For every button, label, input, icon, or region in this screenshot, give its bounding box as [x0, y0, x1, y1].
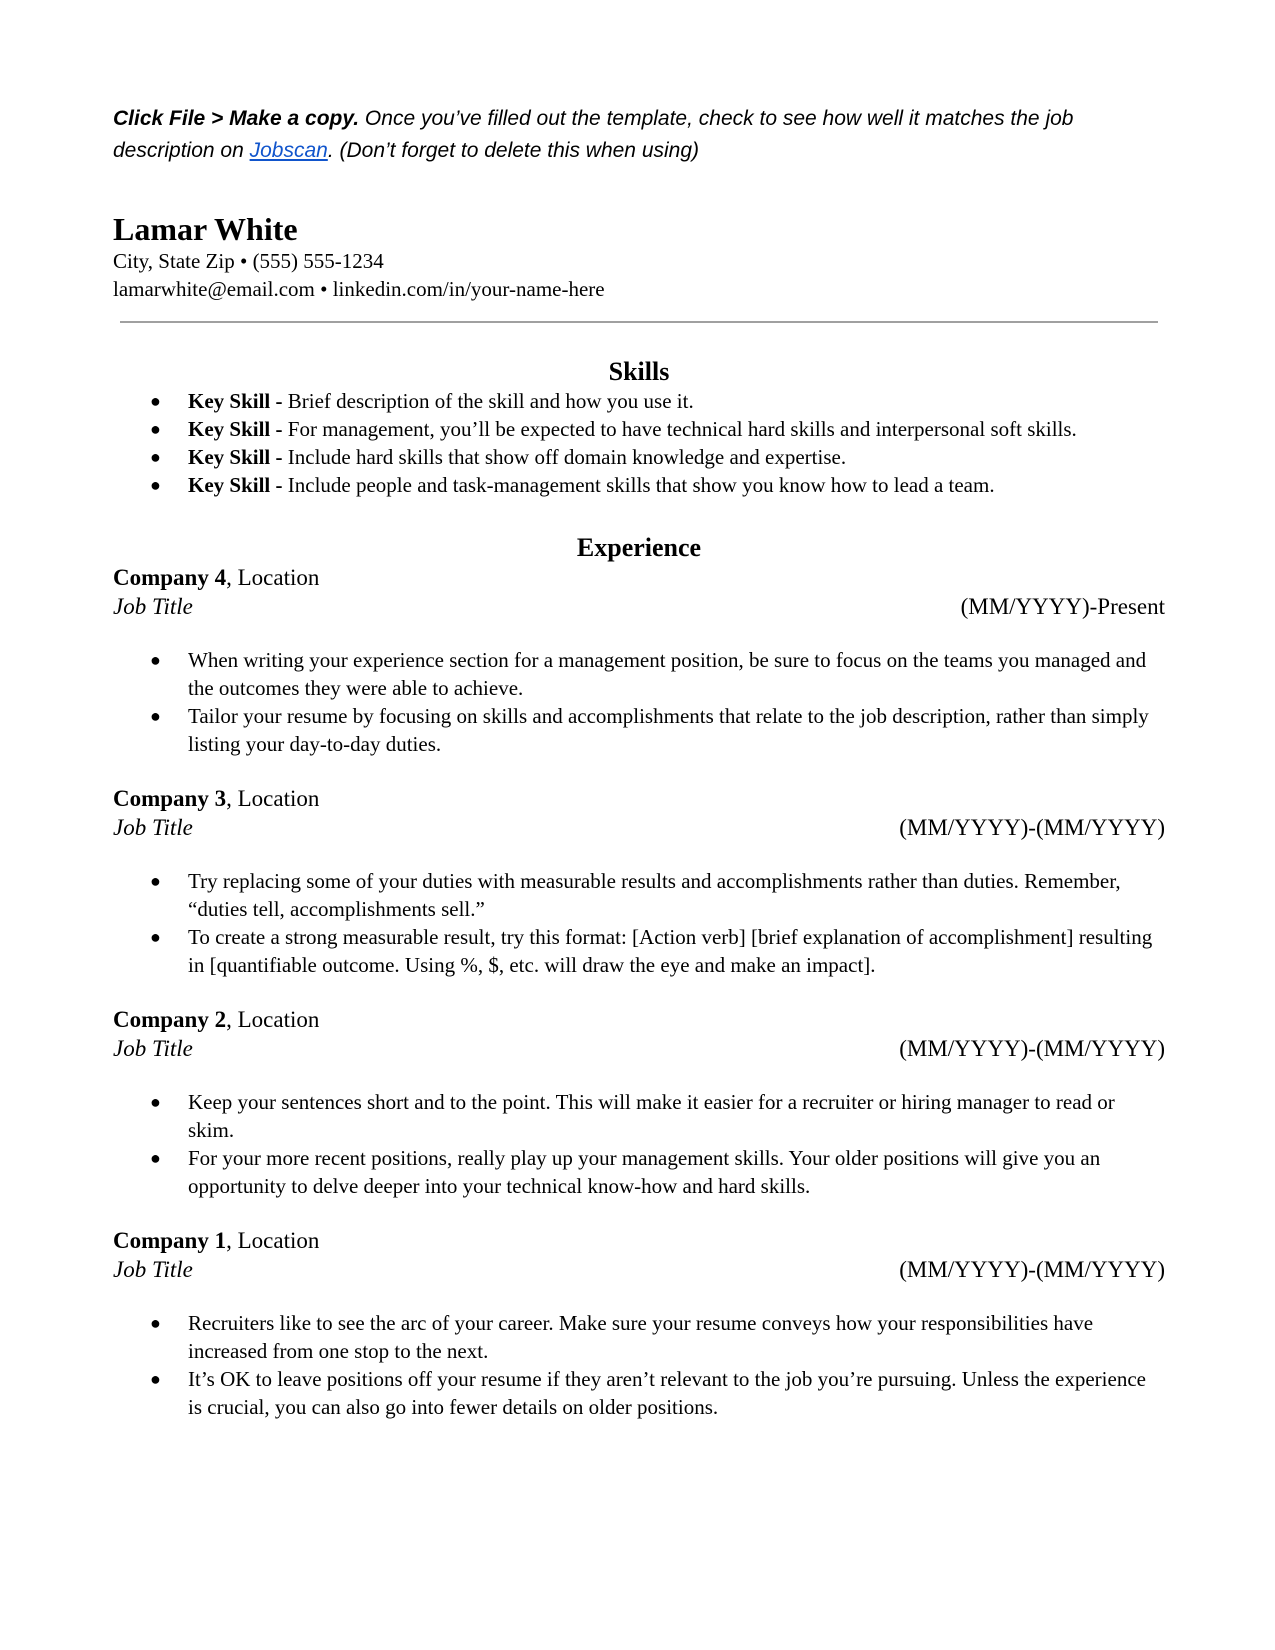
company-line	[113, 1226, 1165, 1255]
job-title-row	[113, 1255, 1165, 1284]
bullet-icon: ●	[150, 447, 161, 467]
company-location: , Location	[226, 786, 320, 811]
company-location: , Location	[226, 565, 320, 590]
company-location: , Location	[226, 1007, 320, 1032]
skills-list	[113, 387, 1165, 499]
company-location: , Location	[226, 1228, 320, 1253]
bullet-icon: ●	[150, 871, 161, 891]
skill-description: For management, you’ll be expected to have technical hard skills and interpersonal soft skills.	[282, 417, 1077, 441]
skill-description: Include hard skills that show off domain knowledge and expertise.	[282, 445, 847, 469]
job-title-row	[113, 1034, 1165, 1063]
company-name: Company 3	[113, 786, 227, 811]
candidate-name: Lamar White	[113, 211, 298, 247]
job-bullet	[113, 1144, 1165, 1200]
instructions-text: Once you’ve filled out the template, check to see how well it matches the job description on	[113, 107, 1074, 162]
template-instructions	[113, 103, 1165, 167]
job-bullets	[113, 646, 1165, 758]
job-dates: (MM/YYYY)-Present	[960, 594, 1165, 619]
jobscan-link[interactable]: Jobscan	[249, 139, 328, 162]
instructions-text-end: . (Don’t forget to delete this when using)	[327, 139, 700, 162]
skill-item	[113, 387, 1165, 415]
company-line	[113, 563, 1165, 592]
skill-item	[113, 471, 1165, 499]
bullet-icon: ●	[150, 706, 161, 726]
header-divider	[120, 321, 1158, 323]
bullet-icon: ●	[150, 419, 161, 439]
resume-page	[113, 103, 1165, 1421]
experience-entry	[113, 563, 1165, 758]
job-dates: (MM/YYYY)-(MM/YYYY)	[899, 1257, 1165, 1282]
skill-label: Key Skill -	[188, 445, 283, 469]
job-bullet-text: Keep your sentences short and to the point. This will make it easier for a recruiter or hiring manager to read or skim.	[188, 1090, 1115, 1142]
company-line	[113, 1005, 1165, 1034]
instructions-bold: Click File > Make a copy.	[113, 107, 360, 130]
job-bullets	[113, 1309, 1165, 1421]
job-bullet-text: To create a strong measurable result, try this format: [Action verb] [brief explanation of accomplishment] resulting in [quantifiable outcome. Using %, $, etc. will draw the eye and make an impact].	[188, 925, 1153, 977]
job-bullet	[113, 646, 1165, 702]
job-dates: (MM/YYYY)-(MM/YYYY)	[899, 815, 1165, 840]
experience-heading: Experience	[576, 533, 702, 562]
bullet-icon: ●	[150, 650, 161, 670]
bullet-icon: ●	[150, 1092, 161, 1112]
job-bullet	[113, 1088, 1165, 1144]
job-title: Job Title	[113, 1257, 193, 1282]
job-title-row	[113, 813, 1165, 842]
experience-entry	[113, 1005, 1165, 1200]
job-bullets	[113, 867, 1165, 979]
job-bullet	[113, 702, 1165, 758]
job-bullet	[113, 1309, 1165, 1365]
job-bullet	[113, 1365, 1165, 1421]
experience-entry	[113, 1226, 1165, 1421]
skill-item	[113, 415, 1165, 443]
bullet-icon: ●	[150, 1313, 161, 1333]
job-bullet-text: It’s OK to leave positions off your resume if they aren’t relevant to the job you’re pursuing. Unless the experience is crucial, you can also go into fewer details on older positions.	[188, 1367, 1146, 1419]
contact-line-location-phone: City, State Zip • (555) 555-1234	[113, 249, 384, 273]
job-bullet	[113, 867, 1165, 923]
job-dates: (MM/YYYY)-(MM/YYYY)	[899, 1036, 1165, 1061]
bullet-icon: ●	[150, 475, 161, 495]
skill-item	[113, 443, 1165, 471]
skill-description: Include people and task-management skills that show you know how to lead a team.	[282, 473, 995, 497]
contact-line-email-linkedin: lamarwhite@email.com • linkedin.com/in/your-name-here	[113, 277, 605, 301]
job-title-row	[113, 592, 1165, 621]
company-name: Company 4	[113, 565, 227, 590]
job-title: Job Title	[113, 1036, 193, 1061]
company-name: Company 2	[113, 1007, 227, 1032]
bullet-icon: ●	[150, 1148, 161, 1168]
job-bullet-text: Recruiters like to see the arc of your career. Make sure your resume conveys how your responsibilities have increased from one stop to the next.	[188, 1311, 1094, 1363]
job-bullet	[113, 923, 1165, 979]
skill-description: Brief description of the skill and how you use it.	[282, 389, 694, 413]
experience-entry	[113, 784, 1165, 979]
skill-label: Key Skill -	[188, 389, 283, 413]
job-title: Job Title	[113, 594, 193, 619]
job-bullets	[113, 1088, 1165, 1200]
company-line	[113, 784, 1165, 813]
skill-label: Key Skill -	[188, 473, 283, 497]
job-title: Job Title	[113, 815, 193, 840]
bullet-icon: ●	[150, 391, 161, 411]
bullet-icon: ●	[150, 927, 161, 947]
job-bullet-text: When writing your experience section for a management position, be sure to focus on the teams you managed and the outcomes they were able to achieve.	[188, 648, 1147, 700]
job-bullet-text: Tailor your resume by focusing on skills and accomplishments that relate to the job description, rather than simply listing your day-to-day duties.	[188, 704, 1149, 756]
bullet-icon: ●	[150, 1369, 161, 1389]
skills-heading: Skills	[608, 357, 670, 386]
job-bullet-text: Try replacing some of your duties with measurable results and accomplishments rather than duties. Remember, “duties tell, accomplishments sell.”	[188, 869, 1121, 921]
job-bullet-text: For your more recent positions, really play up your management skills. Your older positions will give you an opportunity to delve deeper into your technical know-how and hard skills.	[188, 1146, 1101, 1198]
company-name: Company 1	[113, 1228, 227, 1253]
skill-label: Key Skill -	[188, 417, 283, 441]
